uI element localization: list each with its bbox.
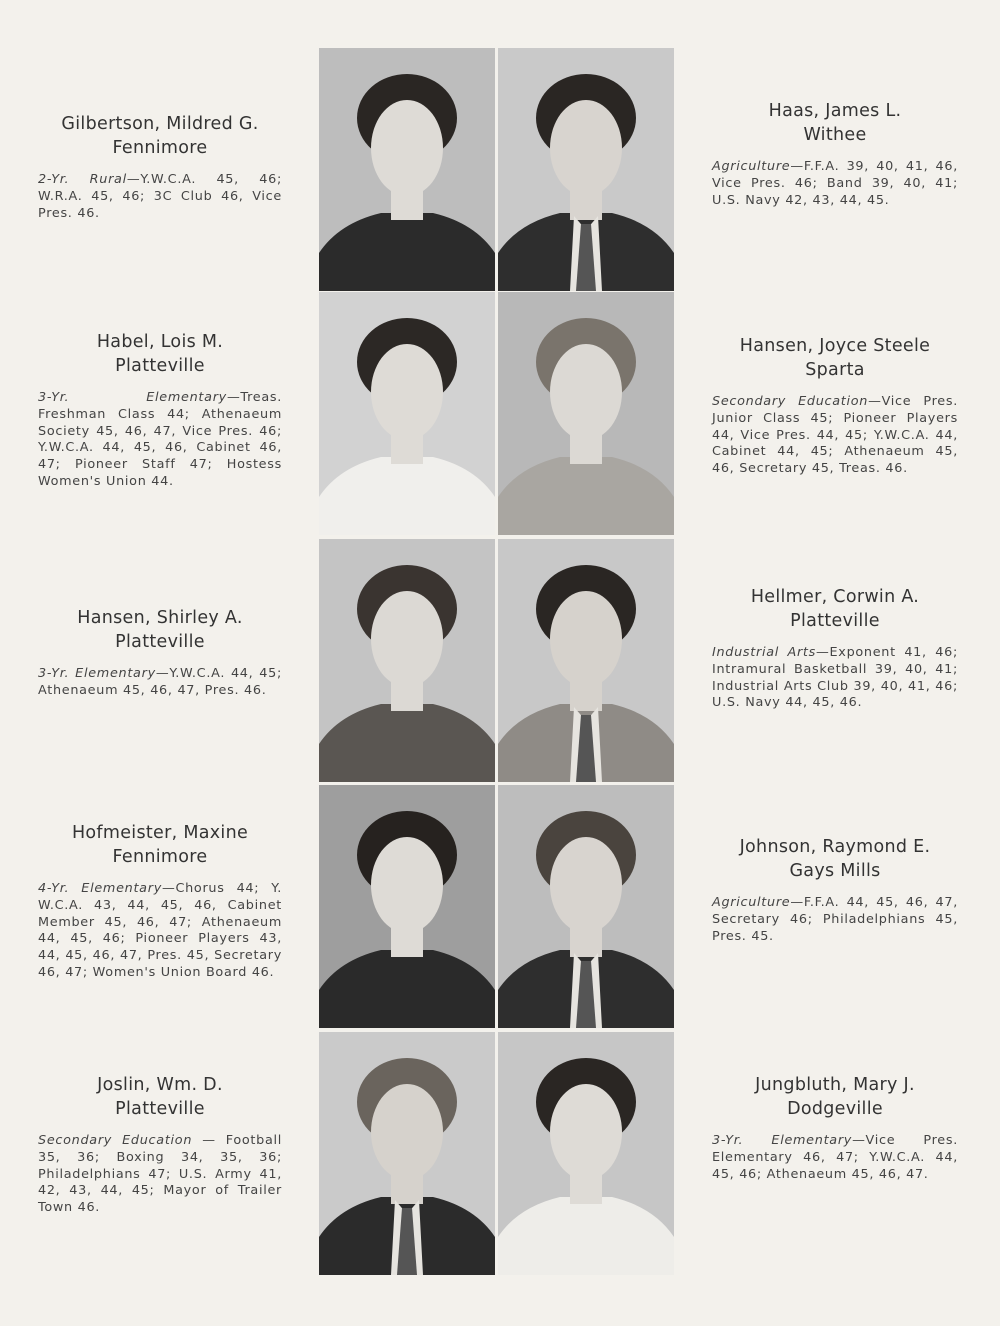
face (371, 837, 443, 933)
face (371, 344, 443, 440)
student-activities (712, 1133, 958, 1183)
portrait-hofmeister (319, 785, 495, 1028)
student-entry-johnson (712, 835, 958, 945)
activities-text: —Y.W.C.A. 44, 45; Athenaeum 45, 46, 47, Pres. 46. (38, 666, 282, 698)
student-name: Joslin, Wm. D. (97, 1075, 223, 1095)
student-activities (38, 390, 282, 491)
face (371, 1084, 443, 1180)
course-of-study: 3-Yr. Elementary (712, 1133, 853, 1148)
student-name: Jungbluth, Mary J. (755, 1075, 915, 1095)
course-of-study: 2-Yr. Rural (38, 172, 127, 187)
student-activities (712, 394, 958, 478)
student-activities (38, 1133, 282, 1217)
activities-text: —F.F.A. 39, 40, 41, 46, Vice Pres. 46; Band 39, 40, 41; U.S. Navy 42, 43, 44, 45. (712, 159, 958, 208)
activities-text: —Vice Pres. Junior Class 45; Pioneer Players 44, Vice Pres. 44, 45; Y.W.C.A. 44, Cabinet 44, 45; Athenaeum 45, 46, Secretary 45, Treas. 46. (712, 394, 958, 477)
portrait-image (319, 292, 495, 535)
student-name: Hansen, Joyce Steele (739, 336, 931, 356)
face (550, 344, 622, 440)
student-hometown: Fennimore (112, 847, 208, 867)
student-entry-joslin (38, 1073, 282, 1217)
portrait-shirley-hansen (319, 539, 495, 782)
activities-text: —Y.W.C.A. 45, 46; W.R.A. 45, 46; 3C Club 46, Vice Pres. 46. (38, 172, 282, 221)
student-hometown: Dodgeville (787, 1099, 883, 1119)
portrait-image (498, 48, 674, 291)
activities-text: — Football 35, 36; Boxing 34, 35, 36; Philadelphians 47; U.S. Army 41, 42, 43, 44, 45; Mayor of Trailer Town 46. (38, 1133, 282, 1216)
student-hometown: Withee (803, 125, 867, 145)
student-entry-habel (38, 330, 282, 491)
portrait-jungbluth (498, 1032, 674, 1275)
student-hometown: Platteville (790, 611, 880, 631)
course-of-study: 3-Yr. Elementary (38, 390, 227, 405)
face (371, 591, 443, 687)
portrait-image (319, 1032, 495, 1275)
activities-text: —F.F.A. 44, 45, 46, 47, Secretary 46; Philadelphians 45, Pres. 45. (712, 895, 958, 944)
portrait-habel (319, 292, 495, 535)
course-of-study: Industrial Arts (712, 645, 817, 660)
student-hometown: Gays Mills (789, 861, 881, 881)
student-name: Habel, Lois M. (96, 332, 224, 352)
portrait-joslin (319, 1032, 495, 1275)
course-of-study: 3-Yr. Elementary (38, 666, 156, 681)
student-name: Hellmer, Corwin A. (750, 587, 920, 607)
portrait-image (319, 785, 495, 1028)
student-hometown: Platteville (115, 632, 205, 652)
portrait-hellmer (498, 539, 674, 782)
student-activities (38, 172, 282, 222)
face (550, 837, 622, 933)
face (550, 100, 622, 196)
portrait-image (498, 785, 674, 1028)
student-hometown: Platteville (115, 356, 205, 376)
portrait-image (498, 539, 674, 782)
portrait-joyce-hansen (498, 292, 674, 535)
student-activities (38, 666, 282, 700)
student-name: Haas, James L. (768, 101, 902, 121)
portrait-image (498, 1032, 674, 1275)
activities-text: —Exponent 41, 46; Intramural Basketball 39, 40, 41; Industrial Arts Club 39, 40, 41, 46; U.S. Navy 44, 45, 46. (712, 645, 958, 711)
student-entry-shirley-hansen (38, 606, 282, 700)
course-of-study: 4-Yr. Elementary (38, 881, 162, 896)
face (371, 100, 443, 196)
portrait-image (498, 292, 674, 535)
student-entry-gilbertson (38, 112, 282, 222)
student-hometown: Platteville (115, 1099, 205, 1119)
portrait-image (319, 539, 495, 782)
student-activities (712, 159, 958, 209)
activities-text: —Chorus 44; Y. W.C.A. 43, 44, 45, 46, Cabinet Member 45, 46, 47; Athenaeum 44, 45, 46; Pioneer Players 43, 44, 45, 46, 47, Pres. 45, Secretary 46, 47; Women's Union Board 46. (38, 881, 282, 980)
activities-text: —Vice Pres. Elementary 46, 47; Y.W.C.A. 44, 45, 46; Athenaeum 45, 46, 47. (712, 1133, 958, 1182)
activities-text: —Treas. Freshman Class 44; Athenaeum Society 45, 46, 47, Vice Pres. 46; Y.W.C.A. 44, 45, 46, Cabinet 46, 47; Pioneer Staff 47; Hostess Women's Union 44. (38, 390, 282, 489)
student-entry-hellmer (712, 585, 958, 712)
course-of-study: Secondary Education (712, 394, 869, 409)
student-activities (712, 645, 958, 712)
student-entry-haas (712, 99, 958, 209)
face (550, 591, 622, 687)
student-activities (38, 881, 282, 982)
student-name: Hofmeister, Maxine (71, 823, 249, 843)
portrait-image (319, 48, 495, 291)
student-name: Gilbertson, Mildred G. (61, 114, 259, 134)
student-name: Hansen, Shirley A. (77, 608, 243, 628)
student-name: Johnson, Raymond E. (739, 837, 931, 857)
course-of-study: Agriculture (712, 159, 791, 174)
course-of-study: Agriculture (712, 895, 791, 910)
student-hometown: Fennimore (112, 138, 208, 158)
face (550, 1084, 622, 1180)
student-activities (712, 895, 958, 945)
student-entry-joyce-hansen (712, 334, 958, 478)
student-hometown: Sparta (805, 360, 865, 380)
portrait-haas (498, 48, 674, 291)
student-entry-hofmeister (38, 821, 282, 982)
portrait-gilbertson (319, 48, 495, 291)
student-entry-jungbluth (712, 1073, 958, 1183)
portrait-johnson (498, 785, 674, 1028)
course-of-study: Secondary Education (38, 1133, 193, 1148)
